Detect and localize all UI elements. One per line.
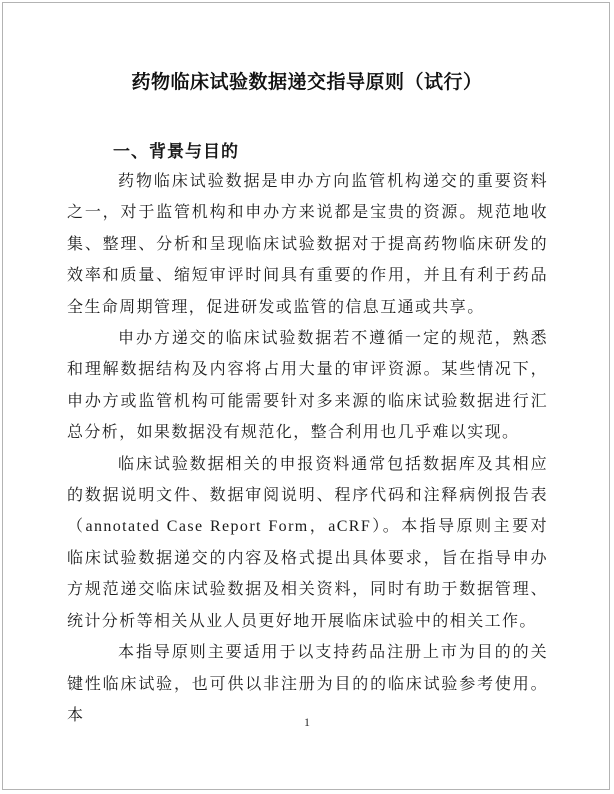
paragraph: 药物临床试验数据是申办方向监管机构递交的重要资料之一，对于监管机构和申办方来说都是宝贵的资源。规范地收集、整理、分析和呈现临床试验数据对于提高药物临床研发的效率和质量、缩短审评时间具有重要的作用，并且有利于药品全生命周期管理，促进研发或监管的信息互通或共享。 [67, 173, 548, 316]
page-number: 1 [304, 715, 310, 729]
paragraph: 申办方递交的临床试验数据若不遵循一定的规范，熟悉和理解数据结构及内容将占用大量的审评资源。某些情况下，申办方或监管机构可能需要针对多来源的临床试验数据进行汇总分析，如果数据没有规范化，整合利用也几乎难以实现。 [67, 330, 548, 442]
section-heading-background-and-purpose: 一、背景与目的 [113, 142, 239, 161]
paragraph: 临床试验数据相关的申报资料通常包括数据库及其相应的数据说明文件、数据审阅说明、程序代码和注释病例报告表（annotated Case Report Form，aCRF）。本指导原则主要对临床试验数据递交的内容及格式提出具体要求，旨在指导申办方规范递交临床试验数据及相关资料，同时有助于数据管理、统计分析等相关从业人员更好地开展临床试验中的相关工作。 [67, 455, 548, 630]
document-title: 药物临床试验数据递交指导原则（试行） [131, 72, 483, 93]
paragraph: 本指导原则主要适用于以支持药品注册上市为目的的关键性临床试验，也可供以非注册为目的的临床试验参考使用。本 [67, 644, 548, 724]
document-body [67, 166, 548, 731]
